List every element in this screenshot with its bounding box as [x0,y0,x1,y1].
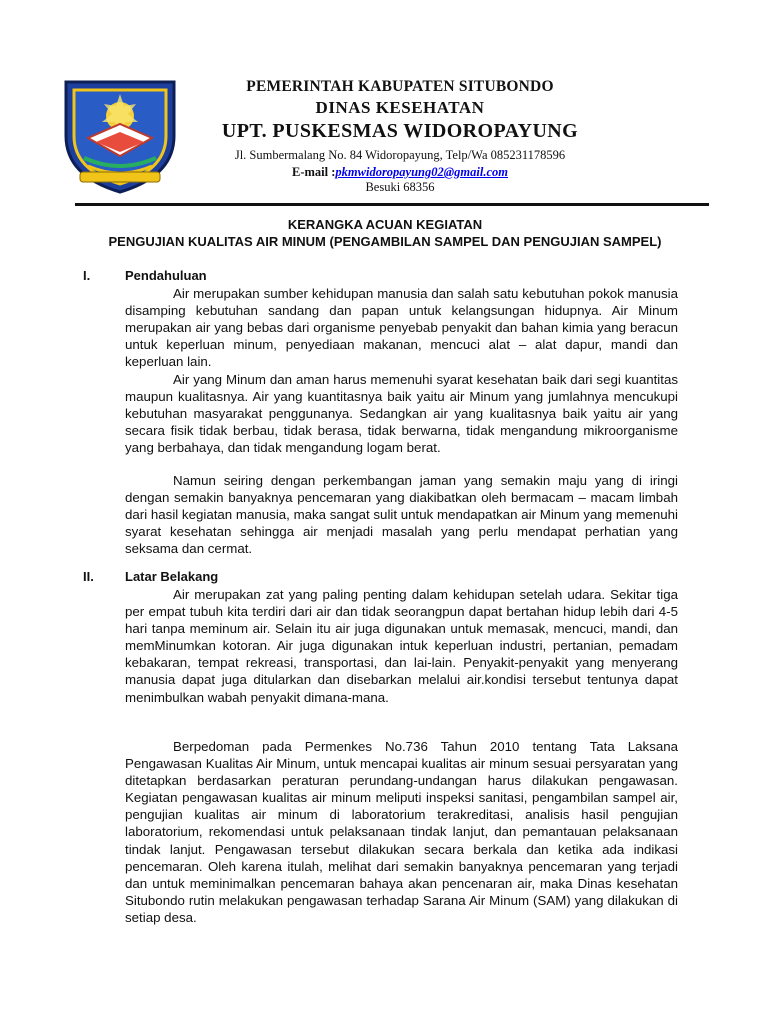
paragraph: Berpedoman pada Permenkes No.736 Tahun 2010 tentang Tata Laksana Pengawasan Kualitas Air Minum, untuk mencapai kualitas air minum sesuai persyaratan yang ditetapkan berdasarkan peraturan perundang-undangan harus dilakukan pengawasan. Kegiatan pengawasan kualitas air minum meliputi inspeksi sanitasi, pengambilan sampel air, pengujian kualitas air minum di laboratorium terakreditasi, analisis hasil pengujian laboratorium, rekomendasi untuk pelaksanaan tindak lanjut, dan pemantauan pelaksanaan tindak lanjut. Pengawasan tersebut dilakukan secara berkala dan ketika ada indikasi pencemaran. Oleh karena itulah, melihat dari semakin banyaknya pencemaran yang terjadi dan untuk meminimalkan pencemaran bahaya akan pencenaran air, maka Dinas kesehatan Situbondo rutin melakukan pengawasan terhadap Sarana Air Minum (SAM) yang dilakukan di setiap desa. [125,739,678,925]
paragraph: Namun seiring dengan perkembangan jaman yang semakin maju yang di iringi dengan semakin banyaknya pencemaran yang diakibatkan oleh bermacam – macam limbah dari hasil kegiatan manusia, maka sangat sulit untuk mendapatkan air Minum yang memenuhi syarat kesehatan sehingga air menjadi masalah yang perlu mendapat perhatian yang seksama dan cermat. [125,473,678,557]
letterhead-divider [75,203,709,206]
section-heading: Pendahuluan [125,268,207,283]
paragraph: Air merupakan sumber kehidupan manusia dan salah satu kebutuhan pokok manusia disamping kebutuhan sandang dan papan untuk kelangsungan hidupnya. Air Minum merupakan air yang bebas dari organisme penyebab penyakit dan bahan kimia yang beracun untuk keperluan minum, penyediaan makanan, mencuci alat – alat dapur, mandi dan keperluan lain. [125,286,678,370]
paragraph: Air merupakan zat yang paling penting dalam kehidupan setelah udara. Sekitar tiga per empat tubuh kita terdiri dari air dan tidak seorangpun dapat bertahan hidup lebih dari 4-5 hari tanpa meminum air. Selain itu air juga digunakan untuk memasak, mencuci, mandi, dan memMinumkan kotoran. Air juga digunakan intuk keperluan industri, pertanian, pemadam kebakaran, tempat rekreasi, transportasi, dan lai-lain. Penyakit-penyakit yang menyerang manusia dapat juga ditularkan dan disebarkan melalui air.kondisi tersebut tentunya dapat menimbulkan wabah penyakit dimana-mana. [125,587,678,705]
document-subtitle: PENGUJIAN KUALITAS AIR MINUM (PENGAMBILAN SAMPEL DAN PENGUJIAN SAMPEL) [108,234,662,249]
section-number: II. [83,569,94,584]
government-name: PEMERINTAH KABUPATEN SITUBONDO [246,78,554,95]
kabupaten-emblem-icon [58,76,182,196]
address-line: Jl. Sumbermalang No. 84 Widoropayung, Telp/Wa 085231178596 [234,148,566,162]
section-number: I. [83,268,91,283]
city-line: Besuki 68356 [365,180,435,194]
institution-name: UPT. PUSKESMAS WIDOROPAYUNG [221,120,579,142]
email-line [180,165,620,180]
email-label: E-mail : [292,165,336,179]
department-name: DINAS KESEHATAN [315,98,485,117]
paragraph: Air yang Minum dan aman harus memenuhi syarat kesehatan baik dari segi kuantitas maupun kualitasnya. Air yang kuantitasnya baik yaitu air Minum yang jumlahnya mencukupi kebutuhan masyarakat penggunanya. Sedangkan air yang kualitasnya baik yaitu air yang secara fisik tidak berbau, tidak berasa, tidak berwarna, tidak mengandung mikroorganisme yang berbahaya, dan tidak mengandung logam berat. [125,372,678,456]
email-link[interactable]: pkmwidoropayung02@gmail.com [335,165,508,179]
document-title: KERANGKA ACUAN KEGIATAN [287,217,483,232]
section-heading: Latar Belakang [125,569,219,584]
